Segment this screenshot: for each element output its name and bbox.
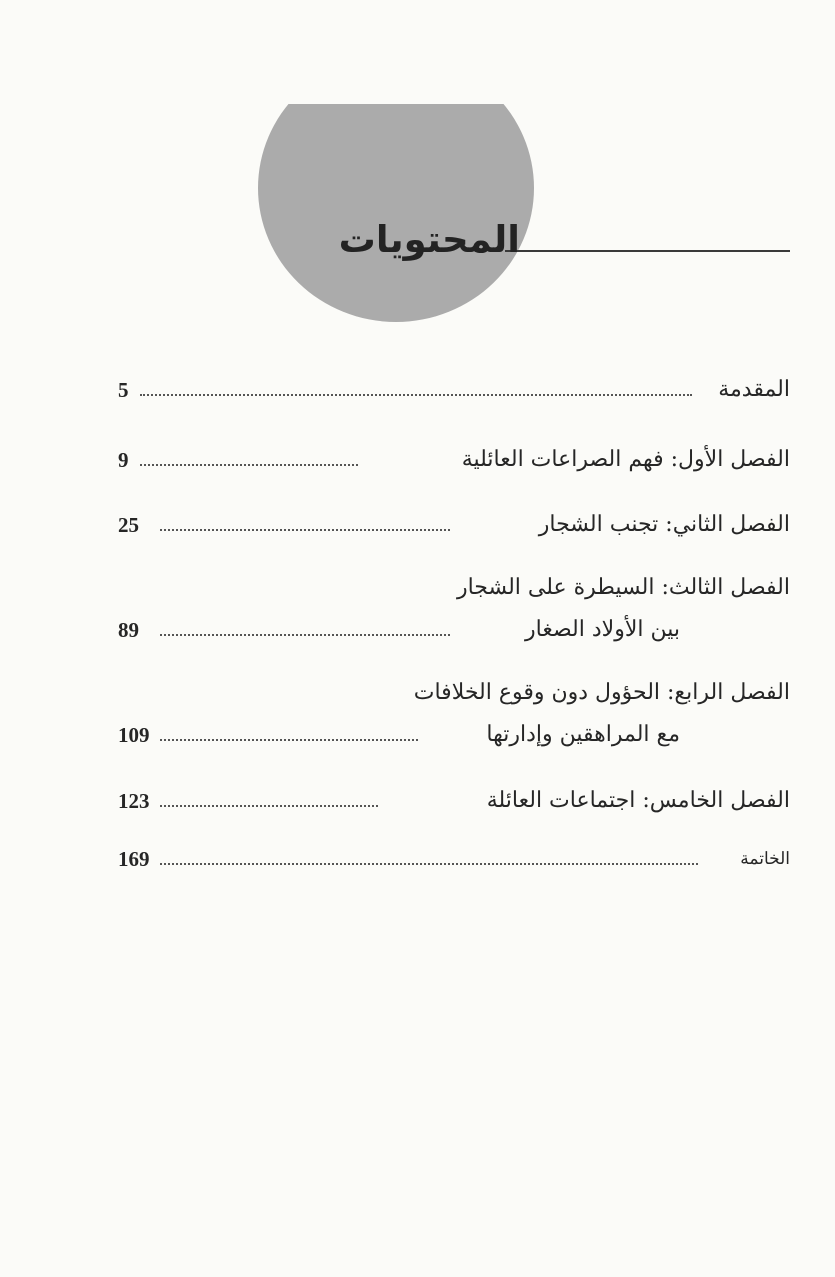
toc-page-number: 169: [118, 847, 150, 871]
toc-row: [118, 375, 790, 405]
toc-entry-title: الفصل الرابع: الحؤول دون وقوع الخلافات: [413, 680, 790, 705]
toc-entry-chapter-2: [118, 510, 790, 540]
dot-leader: [160, 529, 450, 531]
toc-page-number: 123: [118, 789, 150, 813]
toc-entry-title: الفصل الثالث: السيطرة على الشجار: [456, 575, 790, 600]
toc-page-number: 25: [118, 513, 139, 537]
dot-leader: [160, 863, 698, 865]
toc-entry-title-continued: بين الأولاد الصغار: [525, 617, 680, 642]
toc-entry-title-continued: مع المراهقين وإدارتها: [486, 722, 680, 747]
toc-row: [118, 615, 790, 645]
dot-leader: [140, 464, 358, 466]
toc-entry-title: الفصل الأول: فهم الصراعات العائلية: [461, 447, 790, 472]
toc-entry-title: الفصل الثاني: تجنب الشجار: [538, 512, 790, 537]
toc-row: [118, 844, 790, 874]
toc-page-number: 5: [118, 378, 129, 402]
dot-leader: [140, 394, 692, 396]
toc-entry-chapter-5: [118, 786, 790, 816]
dot-leader: [160, 805, 378, 807]
toc-page-number: 9: [118, 448, 129, 472]
toc-entry-introduction: [118, 375, 790, 405]
toc-entry-chapter-4: [118, 678, 790, 750]
toc-entry-chapter-3: [118, 573, 790, 645]
toc-entry-chapter-1: [118, 445, 790, 475]
toc-entry-title: المقدمة: [718, 377, 790, 402]
toc-entry-title: الفصل الخامس: اجتماعات العائلة: [486, 788, 790, 813]
toc-row: [118, 510, 790, 540]
toc-page-number: 109: [118, 723, 150, 747]
header-circle-decoration: [258, 54, 534, 322]
toc-entry-conclusion: [118, 844, 790, 874]
toc-row: [118, 720, 790, 750]
header-rule: [505, 250, 790, 252]
toc-page-number: 89: [118, 618, 139, 642]
toc-row: [118, 786, 790, 816]
dot-leader: [160, 739, 418, 741]
page-title: المحتويات: [338, 218, 520, 261]
dot-leader: [160, 634, 450, 636]
toc-entry-title: الخاتمة: [740, 849, 790, 869]
toc-row: [118, 445, 790, 475]
